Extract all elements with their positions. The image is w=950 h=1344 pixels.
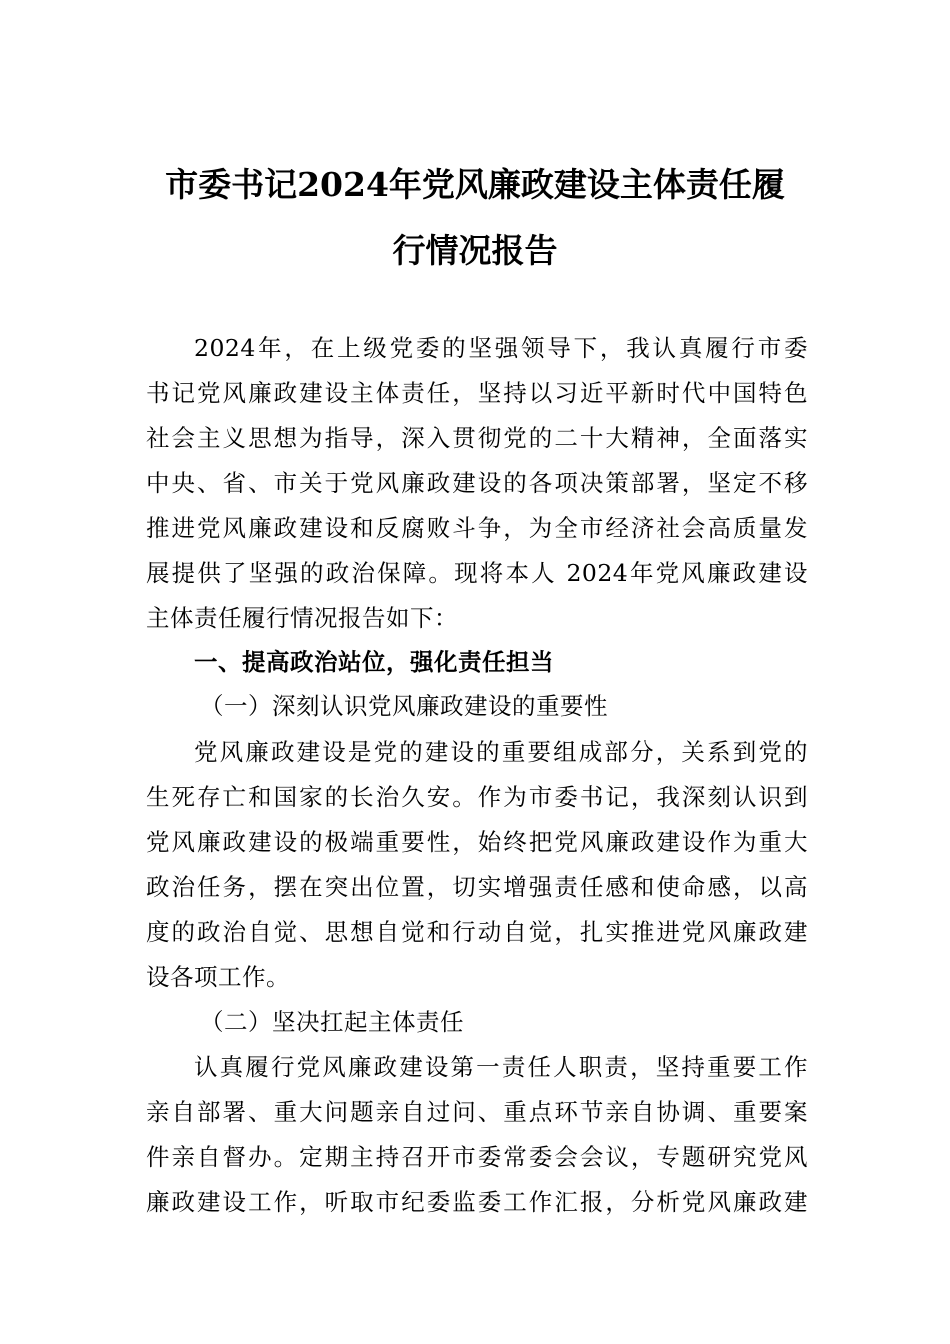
paragraph-2-line: 党风廉政建设的极端重要性，始终把党风廉政建设作为重大 [146,828,808,856]
subsection-2-heading: （二）坚决扛起主体责任 [200,1008,464,1036]
paragraph-1-line: 推进党风廉政建设和反腐败斗争，为全市经济社会高质量发 [146,514,808,542]
paragraph-2-line: 度的政治自觉、思想自觉和行动自觉，扎实推进党风廉政建 [146,918,808,946]
paragraph-3-line: 认真履行党风廉政建设第一责任人职责，坚持重要工作 [194,1053,808,1081]
paragraph-2-line: 党风廉政建设是党的建设的重要组成部分，关系到党的 [194,738,808,766]
paragraph-1-line: 书记党风廉政建设主体责任，坚持以习近平新时代中国特色 [146,379,808,407]
paragraph-1-line: 主体责任履行情况报告如下： [146,604,458,632]
report-title-line-2: 行情况报告 [392,231,558,270]
paragraph-3-line: 亲自部署、重大问题亲自过问、重点环节亲自协调、重要案 [146,1098,808,1126]
paragraph-2-line: 政治任务，摆在突出位置，切实增强责任感和使命感，以高 [146,873,808,901]
report-title-line-1: 市委书记2024年党风廉政建设主体责任履 [165,165,785,204]
paragraph-3-line: 廉政建设工作，听取市纪委监委工作汇报，分析党风廉政建 [146,1188,808,1216]
paragraph-2-line: 设各项工作。 [146,963,290,991]
subsection-1-heading: （一）深刻认识党风廉政建设的重要性 [200,692,608,720]
paragraph-1-line: 展提供了坚强的政治保障。现将本人 2024年党风廉政建设 [146,559,808,587]
paragraph-1-line: 社会主义思想为指导，深入贯彻党的二十大精神，全面落实 [146,424,808,452]
section-1-heading: 一、提高政治站位，强化责任担当 [194,648,554,676]
paragraph-1-line: 2024年，在上级党委的坚强领导下，我认真履行市委 [194,334,808,362]
paragraph-3-line: 件亲自督办。定期主持召开市委常委会会议，专题研究党风 [146,1143,808,1171]
paragraph-2-line: 生死存亡和国家的长治久安。作为市委书记，我深刻认识到 [146,783,808,811]
paragraph-1-line: 中央、省、市关于党风廉政建设的各项决策部署，坚定不移 [146,469,808,497]
